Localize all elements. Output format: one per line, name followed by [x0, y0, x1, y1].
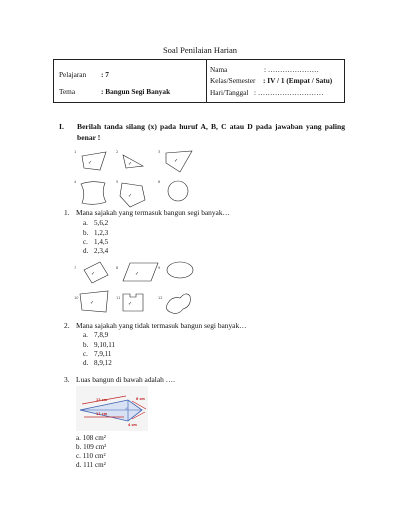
shape-label-9: 9 [158, 266, 161, 270]
q1-option-text[interactable]: 5,6,2 [94, 219, 109, 227]
instruction-number: I. [59, 122, 64, 131]
check-mark: ✓ [128, 301, 133, 307]
check-mark: ✓ [88, 160, 93, 166]
shape-label-2: 2 [116, 150, 119, 154]
pelajaran-label: Pelajaran [59, 70, 87, 79]
figure-label-11cm: 11 cm [96, 412, 108, 416]
q2-option-text[interactable]: 7,9,11 [94, 350, 112, 358]
shape-label-12: 12 [158, 296, 163, 300]
shape-label-10: 10 [74, 296, 79, 300]
question-3-number: 3. [64, 375, 70, 384]
q2-option-text[interactable]: 8,9,12 [94, 359, 112, 367]
check-mark: ✓ [174, 158, 179, 164]
q1-option-letter[interactable]: d. [83, 247, 89, 255]
shape-label-8: 8 [116, 266, 119, 270]
kelas-label: Kelas/Semester [210, 76, 256, 85]
q2-option-letter[interactable]: b. [83, 341, 89, 349]
q2-option-text[interactable]: 9,10,11 [94, 341, 116, 349]
tema-value: : Bangun Segi Banyak [101, 87, 171, 96]
question-2-text: Mana sajakah yang tidak termasuk bangun segi banyak… [76, 321, 247, 330]
check-mark: ✓ [91, 271, 96, 277]
question-3-text: Luas bangun di bawah adalah …. [76, 375, 175, 384]
question-2-number: 2. [64, 321, 70, 330]
hari-label: Hari/Tanggal [210, 88, 249, 97]
q2-option-letter[interactable]: c. [83, 350, 88, 358]
question-1-number: 1. [64, 208, 70, 217]
q1-option-letter[interactable]: a. [83, 219, 88, 227]
nama-label: Nama [210, 65, 228, 74]
tema-label: Tema [59, 87, 76, 96]
shape-label-1: 1 [74, 150, 77, 154]
q3-option[interactable]: c. 110 cm² [76, 452, 106, 460]
page-title: Soal Penilaian Harian [162, 45, 238, 55]
pelajaran-value: : 7 [101, 70, 109, 79]
q3-option[interactable]: d. 111 cm² [76, 461, 106, 469]
check-mark: ✓ [128, 161, 133, 167]
q1-option-text[interactable]: 2,3,4 [94, 247, 109, 255]
kelas-value: : IV / 1 (Empat / Satu) [263, 76, 333, 85]
hari-value: : ……………………… [254, 88, 324, 97]
q3-option[interactable]: a. 108 cm² [76, 434, 106, 442]
check-mark: ✓ [90, 300, 95, 306]
q3-option[interactable]: b. 109 cm² [76, 443, 107, 451]
shape-label-3: 3 [158, 150, 161, 154]
question-1-text: Mana sajakah yang termasuk bangun segi banyak… [76, 208, 230, 217]
check-mark: ✓ [135, 271, 140, 277]
shape-label-4: 4 [74, 180, 77, 184]
shape-label-11: 11 [116, 296, 121, 300]
q1-option-text[interactable]: 1,4,5 [94, 238, 109, 246]
shape-label-6: 6 [158, 180, 161, 184]
q2-option-letter[interactable]: a. [83, 331, 88, 339]
figure-label-12cm: 12 cm [96, 398, 108, 402]
q2-option-text[interactable]: 7,8,9 [94, 331, 109, 339]
figure-label-6cm: 6 cm [136, 397, 145, 401]
q1-option-text[interactable]: 1,2,3 [94, 229, 109, 237]
shape-label-5: 5 [116, 180, 119, 184]
nama-value: : ………………… [264, 65, 319, 74]
q1-option-letter[interactable]: b. [83, 229, 89, 237]
q1-option-letter[interactable]: c. [83, 238, 88, 246]
figure-label-4cm: 4 cm [128, 423, 137, 427]
instruction-text: Berilah tanda silang (x) pada huruf A, B, C atau D pada jawaban yang paling benar ! [77, 122, 345, 142]
check-mark: ✓ [128, 193, 133, 199]
shape-label-7: 7 [74, 266, 77, 270]
q2-option-letter[interactable]: d. [83, 359, 89, 367]
